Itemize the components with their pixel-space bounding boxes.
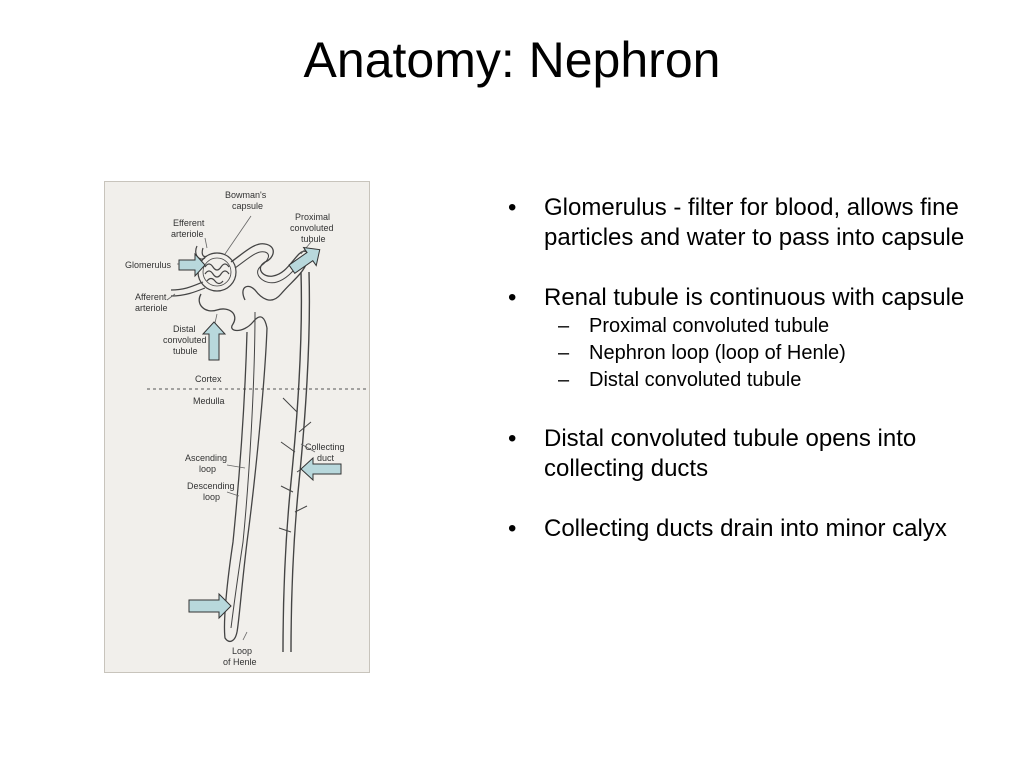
bullet-item — [508, 193, 978, 253]
bullet-text: Collecting ducts drain into minor calyx — [544, 515, 947, 542]
label-medulla: Medulla — [193, 396, 225, 406]
afferent-arteriole-vessel — [171, 282, 203, 290]
label-collecting-duct: Collecting duct — [305, 442, 345, 463]
sub-bullet-item: – Proximal convoluted tubule — [544, 313, 978, 340]
label-ascending-loop: Ascending loop — [185, 453, 228, 474]
sub-bullet-item: – Distal convoluted tubule — [544, 367, 978, 394]
bullet-text: Distal convoluted tubule opens into collecting ducts — [544, 425, 917, 482]
label-descending-loop: Descending loop — [187, 481, 235, 502]
label-loop-of-henle: Loop of Henle — [223, 646, 257, 667]
bullet-list — [508, 193, 978, 574]
descending-loop-path — [237, 328, 267, 632]
arrow-glomerulus-icon — [179, 254, 205, 276]
distal-tubule-path — [199, 294, 267, 331]
label-afferent-arteriole: Afferent arteriole — [135, 292, 168, 313]
label-bowmans-capsule: Bowman's capsule — [225, 190, 267, 211]
nephron-drawing — [105, 182, 371, 674]
collecting-duct-wall — [291, 272, 309, 652]
slide-title: Anatomy: Nephron — [303, 32, 721, 88]
sub-bullet-list — [544, 313, 978, 394]
bullet-item — [508, 514, 978, 544]
nephron-diagram — [104, 181, 370, 673]
bullet-item — [508, 424, 978, 484]
sub-bullet-item: – Nephron loop (loop of Henle) — [544, 340, 978, 367]
label-cortex: Cortex — [195, 374, 222, 384]
label-distal-tubule: Distal convoluted tubule — [163, 324, 207, 356]
bullet-text: Glomerulus - filter for blood, allows fine particles and water to pass into capsule — [544, 194, 965, 251]
label-glomerulus: Glomerulus — [125, 260, 172, 270]
bullet-text: Renal tubule is continuous with capsule — [544, 284, 965, 311]
bullet-item — [508, 283, 978, 394]
label-efferent-arteriole: Efferent arteriole — [171, 218, 205, 239]
label-proximal-tubule: Proximal convoluted tubule — [290, 212, 334, 244]
